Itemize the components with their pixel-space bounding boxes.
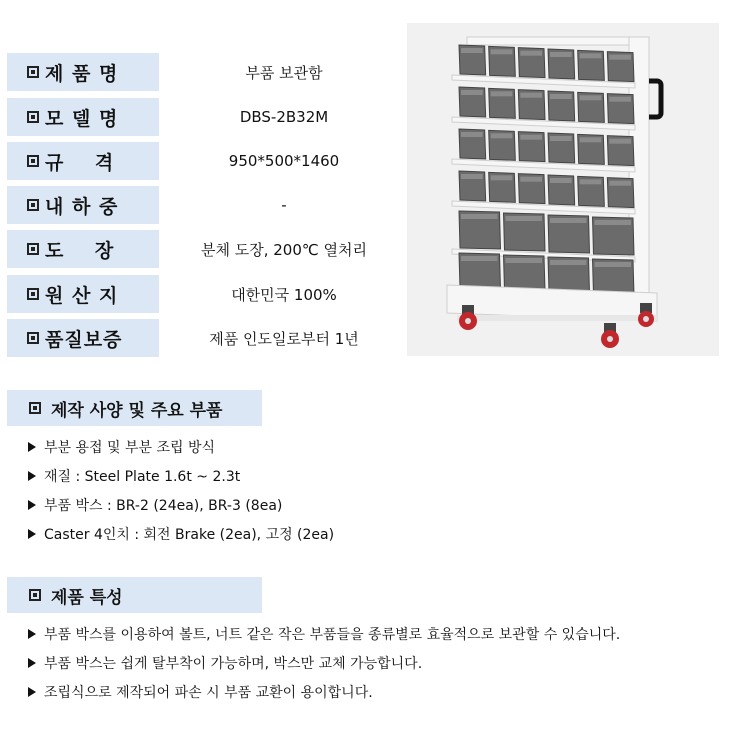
square-bullet-icon [29,402,41,414]
triangle-bullet-icon [28,471,36,481]
bin-lip [491,49,513,54]
bin-lip [461,48,483,53]
spec-value: 제품 인도일로부터 1년 [209,329,359,348]
section-header-spec [7,390,262,426]
section-header-features [7,577,262,613]
triangle-bullet-icon [28,442,36,452]
list-item: 재질 : Steel Plate 1.6t ~ 2.3t [28,466,240,486]
bin-lip [609,139,631,144]
list-item: 부품 박스 : BR-2 (24ea), BR-3 (8ea) [28,495,282,515]
spec-value: DBS-2B32M [239,108,329,126]
bin-lip [520,51,542,56]
square-bullet-icon [27,199,39,211]
bin-lip [461,256,498,261]
bin-lip [595,220,632,225]
bin-lip [550,94,572,99]
spec-row [7,230,387,268]
spec-label: 내 하 중 [7,186,159,224]
spec-row [7,275,387,313]
list-item: 부품 박스를 이용하여 볼트, 너트 같은 작은 부품들을 종류별로 효율적으로 보관할 수 있습니다. [28,624,620,644]
square-bullet-icon [27,66,39,78]
bin-lip [609,181,631,186]
triangle-bullet-icon [28,687,36,697]
bin-lip [491,91,513,96]
bin-lip [595,262,632,267]
list-item: 부품 박스는 쉽게 탈부착이 가능하며, 박스만 교체 가능합니다. [28,653,422,673]
spec-label: 제 품 명 [7,53,159,91]
bin-lip [550,136,572,141]
bin-lip [461,214,498,219]
triangle-bullet-icon [28,529,36,539]
spec-row [7,53,387,91]
spec-row [7,319,387,357]
bin-lip [520,177,542,182]
bin-lip [491,175,513,180]
spec-value: - [281,196,287,214]
bin-lip [506,216,543,221]
product-image [407,23,719,356]
bin-lip [550,260,587,265]
spec-value: 부품 보관함 [245,63,323,82]
spec-label: 품질보증 [7,319,159,357]
triangle-bullet-icon [28,629,36,639]
square-bullet-icon [27,155,39,167]
bin-lip [580,95,602,100]
spec-label: 모 델 명 [7,98,159,136]
spec-label: 규 격 [7,142,159,180]
triangle-bullet-icon [28,658,36,668]
list-item: 부분 용접 및 부분 조립 방식 [28,437,215,457]
bin-lip [520,135,542,140]
bin-lip [580,179,602,184]
square-bullet-icon [29,589,41,601]
section-title: 제작 사양 및 주요 부품 [51,400,223,421]
bin-lip [506,258,543,263]
spec-row [7,98,387,136]
square-bullet-icon [27,243,39,255]
bin-lip [491,133,513,138]
bin-lip [461,90,483,95]
bin-lip [550,178,572,183]
spec-value: 대한민국 100% [231,285,337,304]
bin-lip [461,174,483,179]
spec-value: 분체 도장, 200℃ 열처리 [201,240,367,259]
spec-label: 원 산 지 [7,275,159,313]
spec-row [7,186,387,224]
bin-lip [580,53,602,58]
spec-label: 도 장 [7,230,159,268]
bin-lip [609,55,631,60]
triangle-bullet-icon [28,500,36,510]
parts-storage-rack-illustration [407,23,719,356]
list-item: 조립식으로 제작되어 파손 시 부품 교환이 용이합니다. [28,682,373,702]
bin-lip [550,52,572,57]
spec-row [7,142,387,180]
square-bullet-icon [27,332,39,344]
square-bullet-icon [27,288,39,300]
square-bullet-icon [27,111,39,123]
spec-value: 950*500*1460 [228,152,340,170]
bin-lip [520,93,542,98]
section-title: 제품 특성 [51,587,123,608]
bin-lip [461,132,483,137]
bin-lip [550,218,587,223]
list-item: Caster 4인치 : 회전 Brake (2ea), 고정 (2ea) [28,524,334,544]
bin-lip [580,137,602,142]
bin-lip [609,97,631,102]
